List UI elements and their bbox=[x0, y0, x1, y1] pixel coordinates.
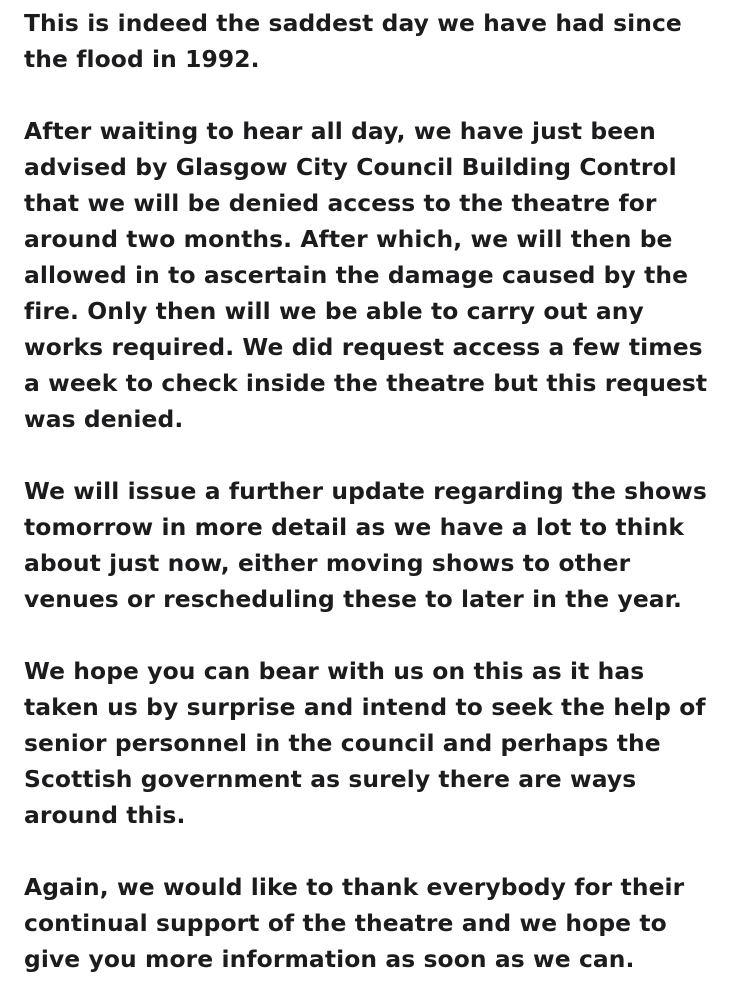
text-line: venues or rescheduling these to later in the year. bbox=[24, 585, 682, 613]
text-line: works required. We did request access a few times bbox=[24, 333, 703, 361]
text-line: senior personnel in the council and perhaps the bbox=[24, 729, 661, 757]
text-line: taken us by surprise and intend to seek the help of bbox=[24, 693, 706, 721]
text-line: Scottish government as surely there are ways bbox=[24, 765, 637, 793]
paragraph-1 bbox=[24, 5, 739, 77]
paragraph-5 bbox=[24, 869, 739, 977]
text-line: the flood in 1992. bbox=[24, 45, 260, 73]
text-line: give you more information as soon as we can. bbox=[24, 945, 635, 973]
text-line: continual support of the theatre and we hope to bbox=[24, 909, 667, 937]
paragraph-2 bbox=[24, 113, 739, 437]
text-line: allowed in to ascertain the damage caused by the bbox=[24, 261, 689, 289]
paragraph-4 bbox=[24, 653, 739, 833]
text-line: around two months. After which, we will then be bbox=[24, 225, 673, 253]
text-line: a week to check inside the theatre but this request bbox=[24, 369, 708, 397]
text-line: After waiting to hear all day, we have just been bbox=[24, 117, 656, 145]
paragraph-gap bbox=[24, 833, 739, 869]
text-line: that we will be denied access to the theatre for bbox=[24, 189, 657, 217]
text-line: This is indeed the saddest day we have had since bbox=[24, 9, 682, 37]
paragraph-gap bbox=[24, 437, 739, 473]
statement-text bbox=[24, 5, 739, 977]
text-line: tomorrow in more detail as we have a lot to think bbox=[24, 513, 684, 541]
text-line: advised by Glasgow City Council Building Control bbox=[24, 153, 677, 181]
text-line: fire. Only then will we be able to carry out any bbox=[24, 297, 644, 325]
paragraph-gap bbox=[24, 77, 739, 113]
text-line: around this. bbox=[24, 801, 186, 829]
paragraph-gap bbox=[24, 617, 739, 653]
text-line: We will issue a further update regarding the shows bbox=[24, 477, 707, 505]
text-line: Again, we would like to thank everybody for their bbox=[24, 873, 685, 901]
text-line: We hope you can bear with us on this as it has bbox=[24, 657, 645, 685]
paragraph-3 bbox=[24, 473, 739, 617]
text-line: was denied. bbox=[24, 405, 184, 433]
text-line: about just now, either moving shows to other bbox=[24, 549, 631, 577]
